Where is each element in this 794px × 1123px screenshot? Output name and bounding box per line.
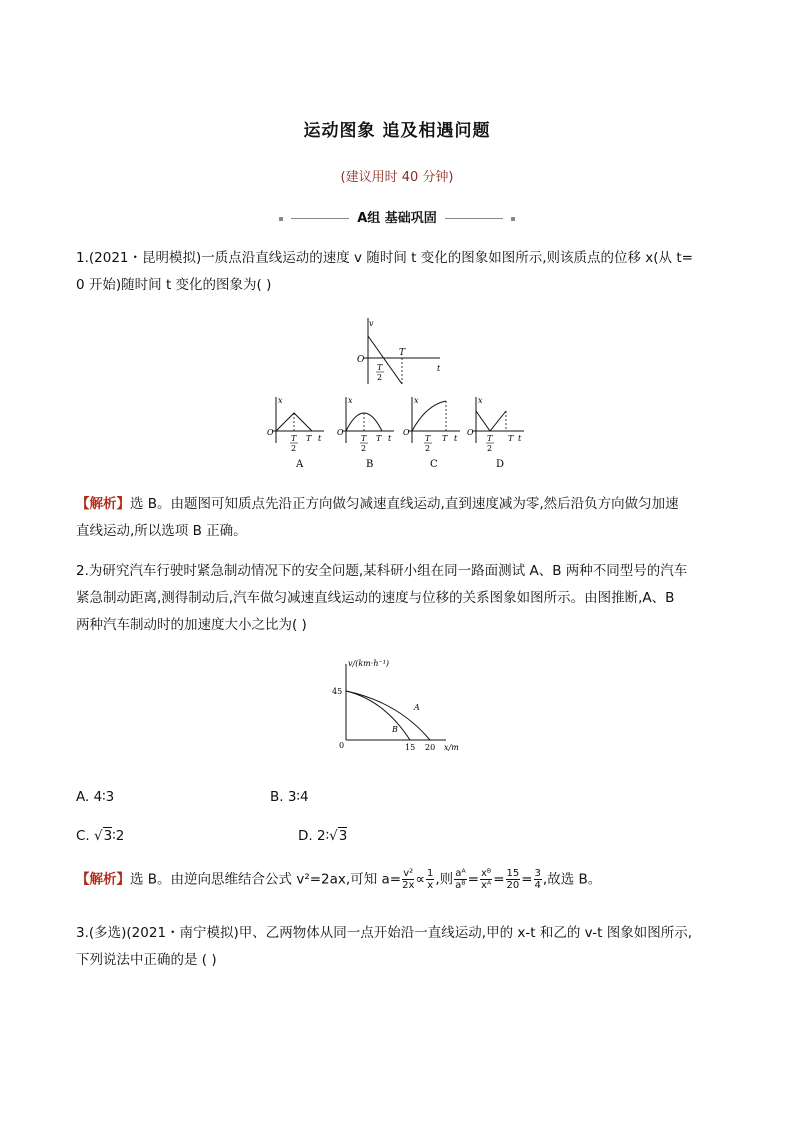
q1-analysis-line2: 直线运动,所以选项 B 正确。 bbox=[76, 523, 247, 539]
svg-text:T: T bbox=[306, 434, 312, 443]
svg-text:2: 2 bbox=[487, 444, 493, 453]
q1-analysis-tag: 【解析】 bbox=[76, 496, 130, 512]
q1-v-label: v bbox=[369, 319, 374, 328]
svg-text:T: T bbox=[361, 434, 367, 443]
q1-analysis bbox=[76, 491, 722, 545]
svg-text:T: T bbox=[508, 434, 514, 443]
q3-line1: 3.(多选)(2021・南宁模拟)甲、乙两物体从同一点开始沿一直线运动,甲的 x-t 和乙的 v-t 图象如图所示, bbox=[76, 925, 692, 941]
svg-text:T: T bbox=[376, 434, 382, 443]
q2-analysis: 【解析】选 B。由逆向思维结合公式 v²=2ax,可知 a= $\frac{\text{v²}}{2x}$ ∝ $\frac{1}{x}$ ,则 $\frac{\text{aᴬ}}{\text{aᴮ}}$ = $\frac{\text{xᴮ}}{\text{xᴬ}}$ = $\frac{15}{20}$ = $\frac{3}{4}$ ,故选 B。 bbox=[76, 868, 602, 891]
section-title: A组 基础巩固 bbox=[357, 211, 437, 226]
q2-curve-b-label: B bbox=[392, 725, 398, 734]
q1-T-label: T bbox=[399, 348, 406, 358]
option-c-label: C bbox=[430, 459, 438, 470]
svg-text:O: O bbox=[337, 428, 344, 437]
q1-half-den: 2 bbox=[377, 373, 383, 382]
q1-half-num: T bbox=[377, 363, 383, 372]
option-a-graph bbox=[267, 396, 324, 470]
q3-stem bbox=[76, 920, 722, 974]
svg-text:x: x bbox=[278, 396, 283, 405]
q2-line3: 两种汽车制动时的加速度大小之比为( ) bbox=[76, 617, 307, 633]
option-d-label: D bbox=[496, 459, 505, 470]
q2-vx-graph bbox=[328, 654, 468, 754]
q2-curve-a-label: A bbox=[414, 703, 420, 712]
svg-text:x: x bbox=[414, 396, 419, 405]
svg-text:O: O bbox=[403, 428, 410, 437]
q2-option-d: D. 2∶√3 bbox=[298, 828, 348, 844]
fraction-v2-2x: $\frac{\text{v²}}{2x}$ bbox=[402, 868, 415, 891]
svg-text:2: 2 bbox=[425, 444, 431, 453]
right-dot-decoration bbox=[511, 217, 515, 221]
q2-x-20: 20 bbox=[425, 743, 436, 752]
left-rule bbox=[291, 218, 349, 219]
q1-vt-graph bbox=[350, 314, 450, 388]
option-a-label: A bbox=[296, 459, 304, 470]
svg-text:x: x bbox=[348, 396, 353, 405]
svg-text:t: t bbox=[454, 434, 458, 443]
q2-stem bbox=[76, 558, 722, 639]
option-d-graph bbox=[467, 396, 524, 470]
q2-line1: 2.为研究汽车行驶时紧急制动情况下的安全问题,某科研小组在同一路面测试 A、B 两种不同型号的汽车 bbox=[76, 563, 688, 579]
q1-line2: 0 开始)随时间 t 变化的图象为( ) bbox=[76, 277, 272, 293]
fraction-aA-aB: $\frac{\text{aᴬ}}{\text{aᴮ}}$ bbox=[455, 868, 466, 891]
svg-text:T: T bbox=[291, 434, 297, 443]
q2-y-label: v/(km·h⁻¹) bbox=[348, 659, 390, 668]
q2-curve-a bbox=[346, 691, 430, 740]
q1-v-line bbox=[368, 336, 402, 384]
q1-analysis-line1: 选 B。由题图可知质点先沿正方向做匀减速直线运动,直到速度减为零,然后沿负方向做匀加速 bbox=[130, 496, 679, 512]
page-title: 运动图象 追及相遇问题 bbox=[303, 121, 491, 141]
q1-origin-label: O bbox=[357, 355, 365, 365]
q2-option-c: C. √3∶2 bbox=[76, 828, 125, 844]
q2-x-15: 15 bbox=[405, 743, 416, 752]
q2-line2: 紧急制动距离,测得制动后,汽车做匀减速直线运动的速度与位移的关系图象如图所示。由图推断,A、B bbox=[76, 590, 675, 606]
svg-text:O: O bbox=[467, 428, 474, 437]
q1-option-graphs bbox=[266, 393, 528, 473]
svg-text:t: t bbox=[388, 434, 392, 443]
fraction-1-x: $\frac{1}{x}$ bbox=[427, 868, 434, 891]
svg-text:O: O bbox=[267, 428, 274, 437]
svg-text:T: T bbox=[425, 434, 431, 443]
option-c-graph bbox=[403, 396, 460, 470]
left-dot-decoration bbox=[279, 217, 283, 221]
svg-text:2: 2 bbox=[361, 444, 367, 453]
svg-text:t: t bbox=[518, 434, 522, 443]
q2-y-value: 45 bbox=[332, 687, 343, 696]
time-suggestion: (建议用时 40 分钟) bbox=[340, 170, 454, 185]
section-heading bbox=[0, 207, 794, 226]
option-b-label: B bbox=[366, 459, 374, 470]
q2-option-b: B. 3∶4 bbox=[270, 789, 309, 805]
q2-analysis-tag: 【解析】 bbox=[76, 871, 130, 888]
svg-text:T: T bbox=[487, 434, 493, 443]
q1-t-label: t bbox=[437, 364, 441, 373]
q2-curve-b bbox=[346, 691, 410, 740]
q1-line1: 1.(2021・昆明模拟)一质点沿直线运动的速度 v 随时间 t 变化的图象如图所示,则该质点的位移 x(从 t= bbox=[76, 250, 693, 266]
svg-text:T: T bbox=[442, 434, 448, 443]
svg-text:2: 2 bbox=[291, 444, 297, 453]
svg-text:x: x bbox=[478, 396, 483, 405]
q2-option-a: A. 4∶3 bbox=[76, 789, 115, 805]
svg-text:t: t bbox=[318, 434, 322, 443]
right-rule bbox=[445, 218, 503, 219]
fraction-3-4: $\frac{3}{4}$ bbox=[534, 868, 541, 891]
fraction-xB-xA: $\frac{\text{xᴮ}}{\text{xᴬ}}$ bbox=[480, 868, 492, 891]
option-b-graph bbox=[337, 396, 394, 470]
q2-x-label: x/m bbox=[444, 743, 459, 752]
q1-stem bbox=[76, 245, 722, 299]
q3-line2: 下列说法中正确的是 ( ) bbox=[76, 952, 217, 968]
fraction-15-20: $\frac{15}{20}$ bbox=[506, 868, 520, 891]
q2-origin: 0 bbox=[339, 741, 345, 750]
